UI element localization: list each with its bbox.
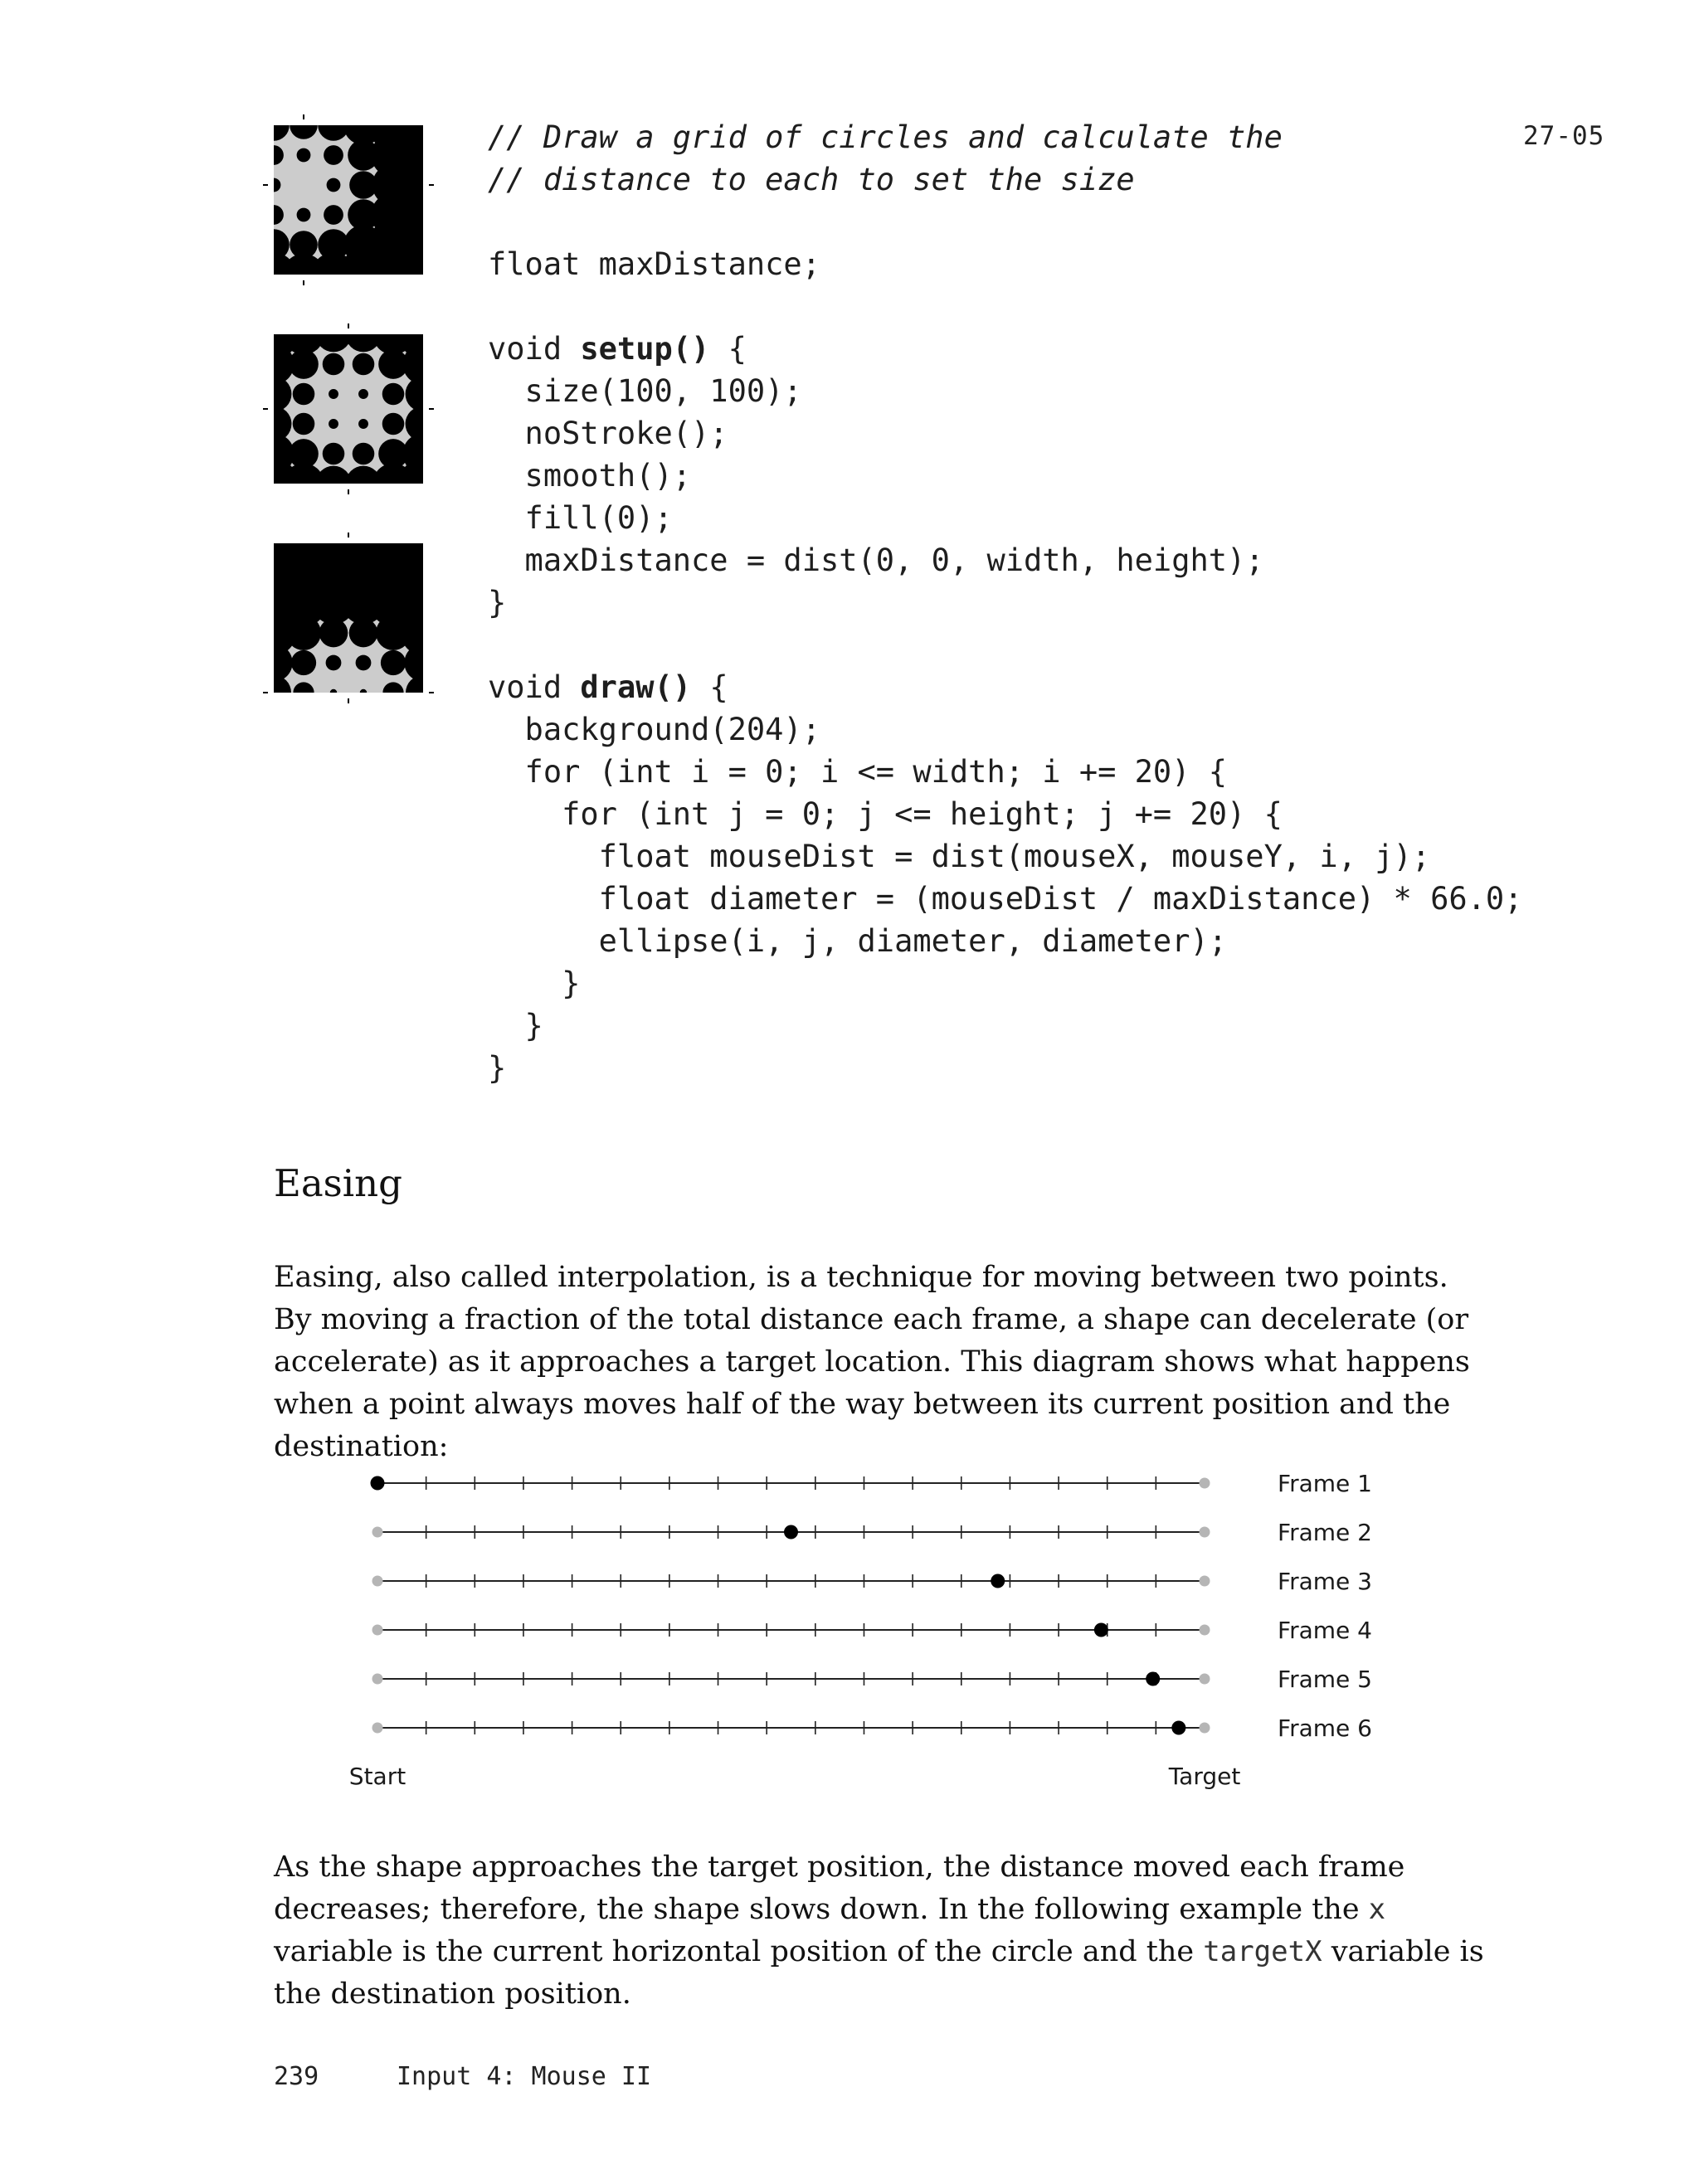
start-label: Start xyxy=(348,1763,406,1790)
chapter-title: Input 4: Mouse II xyxy=(397,2062,652,2091)
grid-circle xyxy=(324,205,343,225)
thumbnail-canvas xyxy=(261,322,436,496)
grid-circle xyxy=(319,619,348,648)
start-endpoint xyxy=(372,1723,383,1734)
grid-circle xyxy=(267,178,281,192)
grid-circle xyxy=(382,383,405,406)
grid-circle xyxy=(381,650,406,675)
grid-circle xyxy=(327,178,341,192)
sketch-output-thumbnail xyxy=(261,322,436,496)
code-line: for (int i = 0; i <= width; i += 20) { xyxy=(488,754,1228,790)
target-endpoint xyxy=(1200,1674,1210,1685)
body-paragraph xyxy=(274,1846,1485,2016)
moving-point xyxy=(1146,1672,1160,1686)
sketch-output-thumbnail xyxy=(261,113,436,287)
code-line: } xyxy=(488,966,581,1001)
start-endpoint xyxy=(372,1576,383,1587)
code-line: float diameter = (mouseDist / maxDistance) * 66.0; xyxy=(488,881,1523,917)
code-line xyxy=(488,624,1522,666)
start-endpoint xyxy=(372,1527,383,1538)
paragraph-text: variable is the destination position. xyxy=(274,1935,1484,2011)
grid-circle xyxy=(353,353,375,376)
code-line: } xyxy=(488,585,507,620)
grid-circle xyxy=(264,205,284,225)
thumbnail-canvas xyxy=(261,531,436,705)
grid-circle xyxy=(291,650,316,675)
grid-circle xyxy=(264,145,284,165)
page-number: 239 xyxy=(274,2062,319,2091)
section-heading: Easing xyxy=(274,1161,402,1205)
grid-circle xyxy=(358,419,368,429)
frame-label: Frame 5 xyxy=(1278,1666,1372,1693)
thumbnail-canvas xyxy=(261,113,436,287)
target-endpoint xyxy=(1200,1723,1210,1734)
grid-circle xyxy=(289,349,319,379)
code-line: background(204); xyxy=(488,712,820,747)
grid-circle xyxy=(324,145,343,165)
moving-point xyxy=(784,1525,798,1540)
grid-circle xyxy=(382,413,405,435)
frame-label: Frame 1 xyxy=(1278,1470,1372,1497)
grid-circle xyxy=(353,443,375,465)
grid-circle xyxy=(329,389,338,399)
frame-label: Frame 4 xyxy=(1278,1617,1372,1644)
target-endpoint xyxy=(1200,1625,1210,1636)
inline-code: targetX xyxy=(1203,1935,1322,1968)
start-endpoint xyxy=(372,1674,383,1685)
grid-circle xyxy=(349,619,378,648)
code-line: for (int j = 0; j <= height; j += 20) { xyxy=(488,796,1283,832)
moving-point xyxy=(371,1476,385,1491)
code-line: fill(0); xyxy=(488,500,673,536)
grid-circle xyxy=(286,615,321,650)
sketch-output-thumbnail xyxy=(261,531,436,705)
code-line: // Draw a grid of circles and calculate the xyxy=(488,119,1283,155)
frame-label: Frame 3 xyxy=(1278,1568,1372,1595)
target-label: Target xyxy=(1168,1763,1241,1790)
target-endpoint xyxy=(1200,1478,1210,1489)
grid-circle xyxy=(330,689,337,696)
paragraph-text: variable is the current horizontal position of the circle and the xyxy=(274,1935,1204,1968)
function-name: draw() xyxy=(580,669,692,705)
grid-circle xyxy=(323,353,345,376)
easing-diagram xyxy=(332,1460,1410,1792)
frame-label: Frame 6 xyxy=(1278,1715,1372,1742)
code-line: ellipse(i, j, diameter, diameter); xyxy=(488,923,1228,959)
code-line xyxy=(488,201,1522,243)
grid-circle xyxy=(293,413,315,435)
code-line: } xyxy=(488,1050,507,1086)
grid-circle xyxy=(326,655,342,671)
moving-point xyxy=(1094,1623,1108,1637)
paragraph-text: As the shape approaches the target position, the distance moved each frame decreases; therefore, the shape slows down. In the following example the xyxy=(274,1851,1405,1926)
code-line: maxDistance = dist(0, 0, width, height); xyxy=(488,542,1264,578)
function-name: setup() xyxy=(580,331,710,367)
start-endpoint xyxy=(372,1625,383,1636)
code-line: float maxDistance; xyxy=(488,246,820,282)
grid-circle xyxy=(329,419,338,429)
grid-circle xyxy=(382,682,403,703)
code-listing xyxy=(488,116,1522,1089)
grid-circle xyxy=(293,383,315,406)
grid-circle xyxy=(356,655,372,671)
code-line: smooth(); xyxy=(488,458,692,494)
inline-code: x xyxy=(1368,1893,1386,1926)
grid-circle xyxy=(297,208,311,222)
code-line xyxy=(488,285,1522,328)
target-endpoint xyxy=(1200,1576,1210,1587)
code-line: size(100, 100); xyxy=(488,373,802,409)
grid-circle xyxy=(360,689,367,696)
code-line: float mouseDist = dist(mouseX, mouseY, i, j); xyxy=(488,839,1431,874)
code-line: void draw() { xyxy=(488,669,728,705)
body-paragraph: Easing, also called interpolation, is a technique for moving between two points. By moving a fraction of the total distance each frame, a shape can decelerate (or accelerate) as it approaches a target location. This diagram shows what happens when a point always moves half of the way between its current position and the destination: xyxy=(274,1261,1470,1463)
code-line: // distance to each to set the size xyxy=(488,162,1135,197)
code-sample-number: 27-05 xyxy=(1523,121,1605,151)
frame-label: Frame 2 xyxy=(1278,1519,1372,1546)
grid-circle xyxy=(323,443,345,465)
grid-circle xyxy=(293,682,314,703)
moving-point xyxy=(991,1574,1005,1588)
grid-circle xyxy=(297,148,311,163)
code-line: } xyxy=(488,1008,543,1043)
grid-circle xyxy=(358,389,368,399)
code-line: noStroke(); xyxy=(488,416,728,451)
moving-point xyxy=(1171,1721,1185,1735)
target-endpoint xyxy=(1200,1527,1210,1538)
code-line: void setup() { xyxy=(488,331,747,367)
